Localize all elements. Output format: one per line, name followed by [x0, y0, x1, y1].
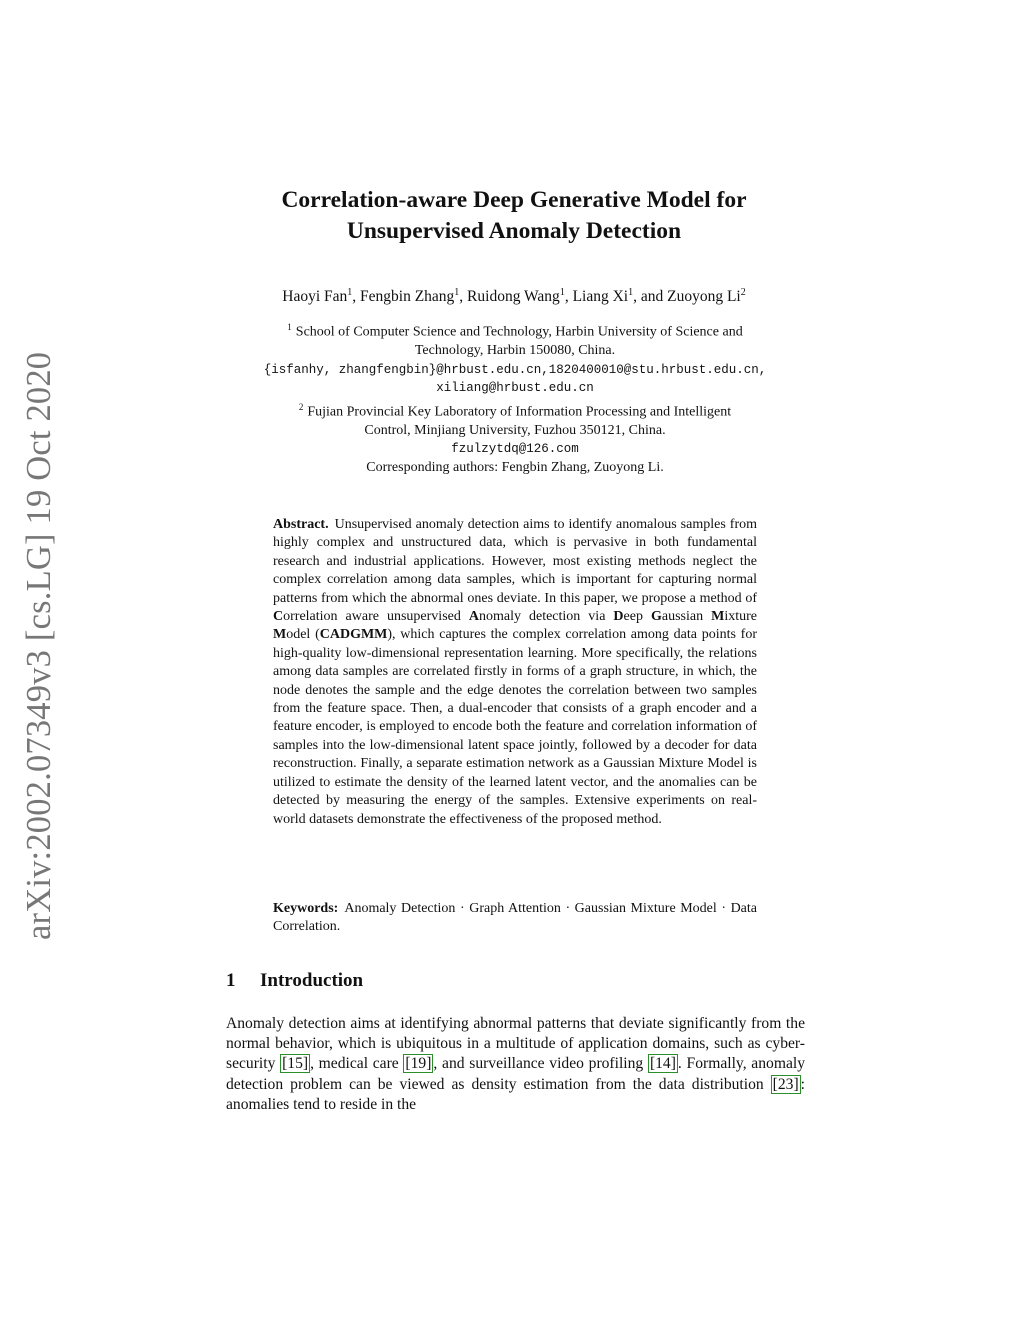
introduction-paragraph: Anomaly detection aims at identifying abnormal patterns that deviate significantly from the normal behavior, which is ubiquitous in a multitude of application domains, such as cyber-security [15] , medical care [19] , and surveillance video profiling [14] . Formally, anomaly detection problem can be viewed as density estimation from the data distribution [23] : anomalies tend to reside in the: [226, 1015, 805, 1113]
affiliation-2-line-1: $^2$ Fujian Provincial Key Laboratory of Information Processing and Intelligent: [298, 401, 732, 420]
author-name: Haoyi Fan: [282, 288, 348, 306]
citation-link[interactable]: [15]: [282, 1055, 309, 1073]
section-title: Introduction: [260, 970, 364, 991]
affiliations: [230, 318, 800, 477]
affiliation-1-email-2: xiliang@hrbust.edu.cn: [436, 381, 594, 396]
citation-link[interactable]: [14]: [649, 1055, 676, 1073]
method-acronym: CADGMM: [319, 627, 388, 643]
title-line-2: Unsupervised Anomaly Detection: [346, 218, 682, 244]
author-affiliation-mark: 1: [628, 287, 634, 298]
citation-link[interactable]: [19]: [405, 1055, 432, 1073]
affiliation-1-line-1: $^1$ School of Computer Science and Technology, Harbin University of Science and: [287, 322, 743, 340]
abstract: Abstract. Unsupervised anomaly detection aims to identify anomalous samples from highly complex and unstructured data, which is pervasive in both fundamental research and industrial applications. However, most existing methods neglect the complex correlation among data samples, which is important for capturing normal patterns from which the abnormal ones deviate. In this paper, we propose a method of Correlation aware unsupervised Anomaly detection via Deep Gaussian Mixture Model (CADGMM), which captures the complex correlation among data points for high-quality low-dimensional representation learning. More specifically, the relations among data samples are correlated firstly in forms of a graph structure, in which, the node denotes the sample and the edge denotes the correlation between two samples from the feature space. Then, a dual-encoder that consists of a graph encoder and a feature encoder, is employed to encode both the feature and correlation information of samples into the low-dimensional latent space jointly, followed by a decoder for data reconstruction. Finally, a separate estimation network as a Gaussian Mixture Model is utilized to estimate the density of the learned latent vector, and the anomalies can be detected by measuring the energy of the samples. Extensive experiments on real-world datasets demonstrate the effectiveness of the proposed method.: [273, 517, 758, 827]
corresponding-authors: Corresponding authors: Fengbin Zhang, Zuoyong Li.: [366, 459, 664, 475]
affiliation-1-line-2: Technology, Harbin 150080, China.: [414, 343, 616, 359]
affiliation-1-mark: 1: [287, 322, 292, 332]
author-affiliation-mark: 2: [740, 287, 746, 298]
author-affiliation-mark: 1: [347, 287, 353, 298]
affiliation-2-line-2: Control, Minjiang University, Fuzhou 350121, China.: [364, 422, 666, 438]
title-line-1: Correlation-aware Deep Generative Model for: [281, 187, 747, 213]
author-name: Ruidong Wang: [467, 288, 560, 306]
affiliation-2-email: fzulzytdq@126.com: [451, 442, 579, 457]
author-affiliation-mark: 1: [559, 287, 565, 298]
affiliation-1-emails: {isfanhy, zhangfengbin}@hrbust.edu.cn,1820400010@stu.hrbust.edu.cn,: [263, 362, 767, 377]
author-name: Zuoyong Li: [667, 288, 741, 306]
citation-link[interactable]: [23]: [772, 1075, 799, 1093]
author-name: Fengbin Zhang: [360, 288, 455, 306]
arxiv-identifier-stamp: arXiv:2002.07349v3 [cs.LG] 19 Oct 2020: [20, 351, 58, 940]
author-list: Haoyi Fan$^1$, Fengbin Zhang$^1$, Ruidong Wang$^1$, Liang Xi$^1$, and Zuoyong Li$^2$: [282, 287, 746, 306]
keywords-label: Keywords:: [273, 901, 339, 916]
paper-title: [200, 185, 828, 247]
section-heading: [226, 970, 363, 992]
author-name: Liang Xi: [572, 288, 629, 306]
abstract-label: Abstract.: [273, 517, 329, 532]
section-number: 1: [226, 970, 236, 991]
author-affiliation-mark: 1: [454, 287, 460, 298]
affiliation-2-mark: 2: [298, 401, 304, 412]
keywords-text: Anomaly Detection · Graph Attention · Gaussian Mixture Model · Data Correlation.: [273, 901, 757, 935]
keywords: [273, 900, 757, 937]
